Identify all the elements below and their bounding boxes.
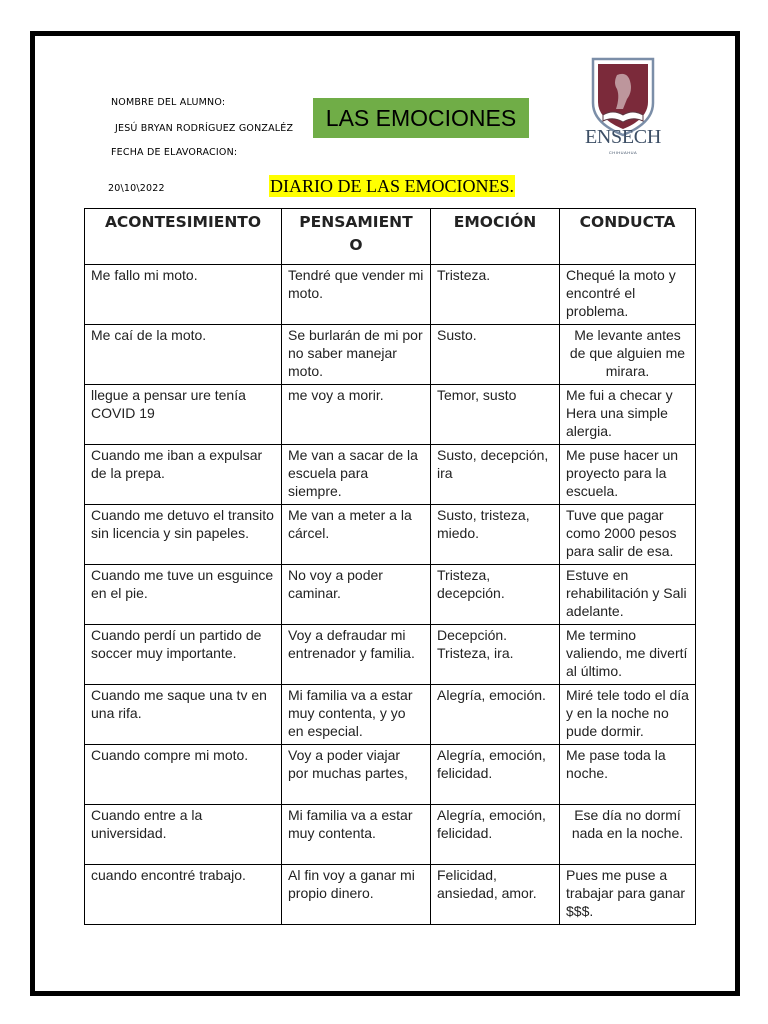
emotions-diary-table — [84, 208, 696, 925]
document-frame — [30, 31, 740, 996]
thought-cell: Tendré que vender mi moto. — [282, 265, 431, 325]
behavior-cell: Tuve que pagar como 2000 pesos para salir de esa. — [560, 505, 696, 565]
event-cell: Cuando me iban a expulsar de la prepa. — [85, 445, 282, 505]
thought-cell: Voy a poder viajar por muchas partes, — [282, 745, 431, 805]
emotion-cell: Alegría, emoción, felicidad. — [431, 745, 560, 805]
table-row — [85, 385, 696, 445]
table-row — [85, 805, 696, 865]
table-row — [85, 685, 696, 745]
event-cell: Me caí de la moto. — [85, 325, 282, 385]
event-cell: llegue a pensar ure tenía COVID 19 — [85, 385, 282, 445]
emotion-cell: Susto, tristeza, miedo. — [431, 505, 560, 565]
behavior-cell: Me termino valiendo, me divertí al último. — [560, 625, 696, 685]
emotion-cell: Felicidad, ansiedad, amor. — [431, 865, 560, 925]
page-title: LAS EMOCIONES — [325, 104, 517, 131]
date-label: FECHA DE ELAVORACION: — [111, 147, 238, 158]
table-row — [85, 865, 696, 925]
emotion-cell: Alegría, emoción. — [431, 685, 560, 745]
table-row — [85, 745, 696, 805]
table-body — [85, 265, 696, 925]
thought-cell: Voy a defraudar mi entrenador y familia. — [282, 625, 431, 685]
event-cell: Cuando me saque una tv en una rifa. — [85, 685, 282, 745]
thought-cell: Mi familia va a estar muy contenta. — [282, 805, 431, 865]
student-name-label: NOMBRE DEL ALUMNO: — [111, 97, 226, 108]
column-header-event: ACONTESIMIENTO — [85, 209, 282, 265]
logo-subtext: CHIHUAHUA — [608, 150, 638, 155]
event-cell: Cuando me detuvo el transito sin licencia y sin papeles. — [85, 505, 282, 565]
thought-cell: me voy a morir. — [282, 385, 431, 445]
emotion-cell: Susto, decepción, ira — [431, 445, 560, 505]
behavior-cell: Ese día no dormí nada en la noche. — [560, 805, 696, 865]
date-value: 20\10\2022 — [108, 183, 165, 194]
emotion-cell: Tristeza. — [431, 265, 560, 325]
behavior-cell: Me pase toda la noche. — [560, 745, 696, 805]
event-cell: cuando encontré trabajo. — [85, 865, 282, 925]
page-title-box — [313, 98, 529, 138]
behavior-cell: Estuve en rehabilitación y Sali adelante. — [560, 565, 696, 625]
behavior-cell: Chequé la moto y encontré el problema. — [560, 265, 696, 325]
column-header-thought: PENSAMIENT O — [282, 209, 431, 265]
event-cell: Cuando compre mi moto. — [85, 745, 282, 805]
behavior-cell: Me fui a checar y Hera una simple alergia. — [560, 385, 696, 445]
event-cell: Cuando me tuve un esguince en el pie. — [85, 565, 282, 625]
logo-wordmark: ENSECH — [585, 126, 661, 148]
page-subtitle: DIARIO DE LAS EMOCIONES. — [270, 176, 514, 196]
thought-cell: Se burlarán de mi por no saber manejar moto. — [282, 325, 431, 385]
emotion-cell: Tristeza, decepción. — [431, 565, 560, 625]
behavior-cell: Miré tele todo el día y en la noche no pude dormir. — [560, 685, 696, 745]
event-cell: Me fallo mi moto. — [85, 265, 282, 325]
table-row — [85, 325, 696, 385]
thought-cell: No voy a poder caminar. — [282, 565, 431, 625]
behavior-cell: Me puse hacer un proyecto para la escuela. — [560, 445, 696, 505]
table-header-row — [85, 209, 696, 265]
thought-cell: Me van a sacar de la escuela para siempre. — [282, 445, 431, 505]
thought-cell: Al fin voy a ganar mi propio dinero. — [282, 865, 431, 925]
emotion-cell: Decepción. Tristeza, ira. — [431, 625, 560, 685]
table-row — [85, 505, 696, 565]
thought-cell: Mi familia va a estar muy contenta, y yo en especial. — [282, 685, 431, 745]
behavior-cell: Me levante antes de que alguien me mirara. — [560, 325, 696, 385]
table-row — [85, 565, 696, 625]
emotion-cell: Alegría, emoción, felicidad. — [431, 805, 560, 865]
table-row — [85, 625, 696, 685]
behavior-cell: Pues me puse a trabajar para ganar $$$. — [560, 865, 696, 925]
emotion-cell: Susto. — [431, 325, 560, 385]
table-row — [85, 265, 696, 325]
event-cell: Cuando entre a la universidad. — [85, 805, 282, 865]
emotion-cell: Temor, susto — [431, 385, 560, 445]
event-cell: Cuando perdí un partido de soccer muy importante. — [85, 625, 282, 685]
column-header-emotion: EMOCIÓN — [431, 209, 560, 265]
thought-cell: Me van a meter a la cárcel. — [282, 505, 431, 565]
student-name: JESÚ BRYAN RODRÍGUEZ GONZALÉZ — [115, 123, 294, 134]
column-header-behavior: CONDUCTA — [560, 209, 696, 265]
table-row — [85, 445, 696, 505]
